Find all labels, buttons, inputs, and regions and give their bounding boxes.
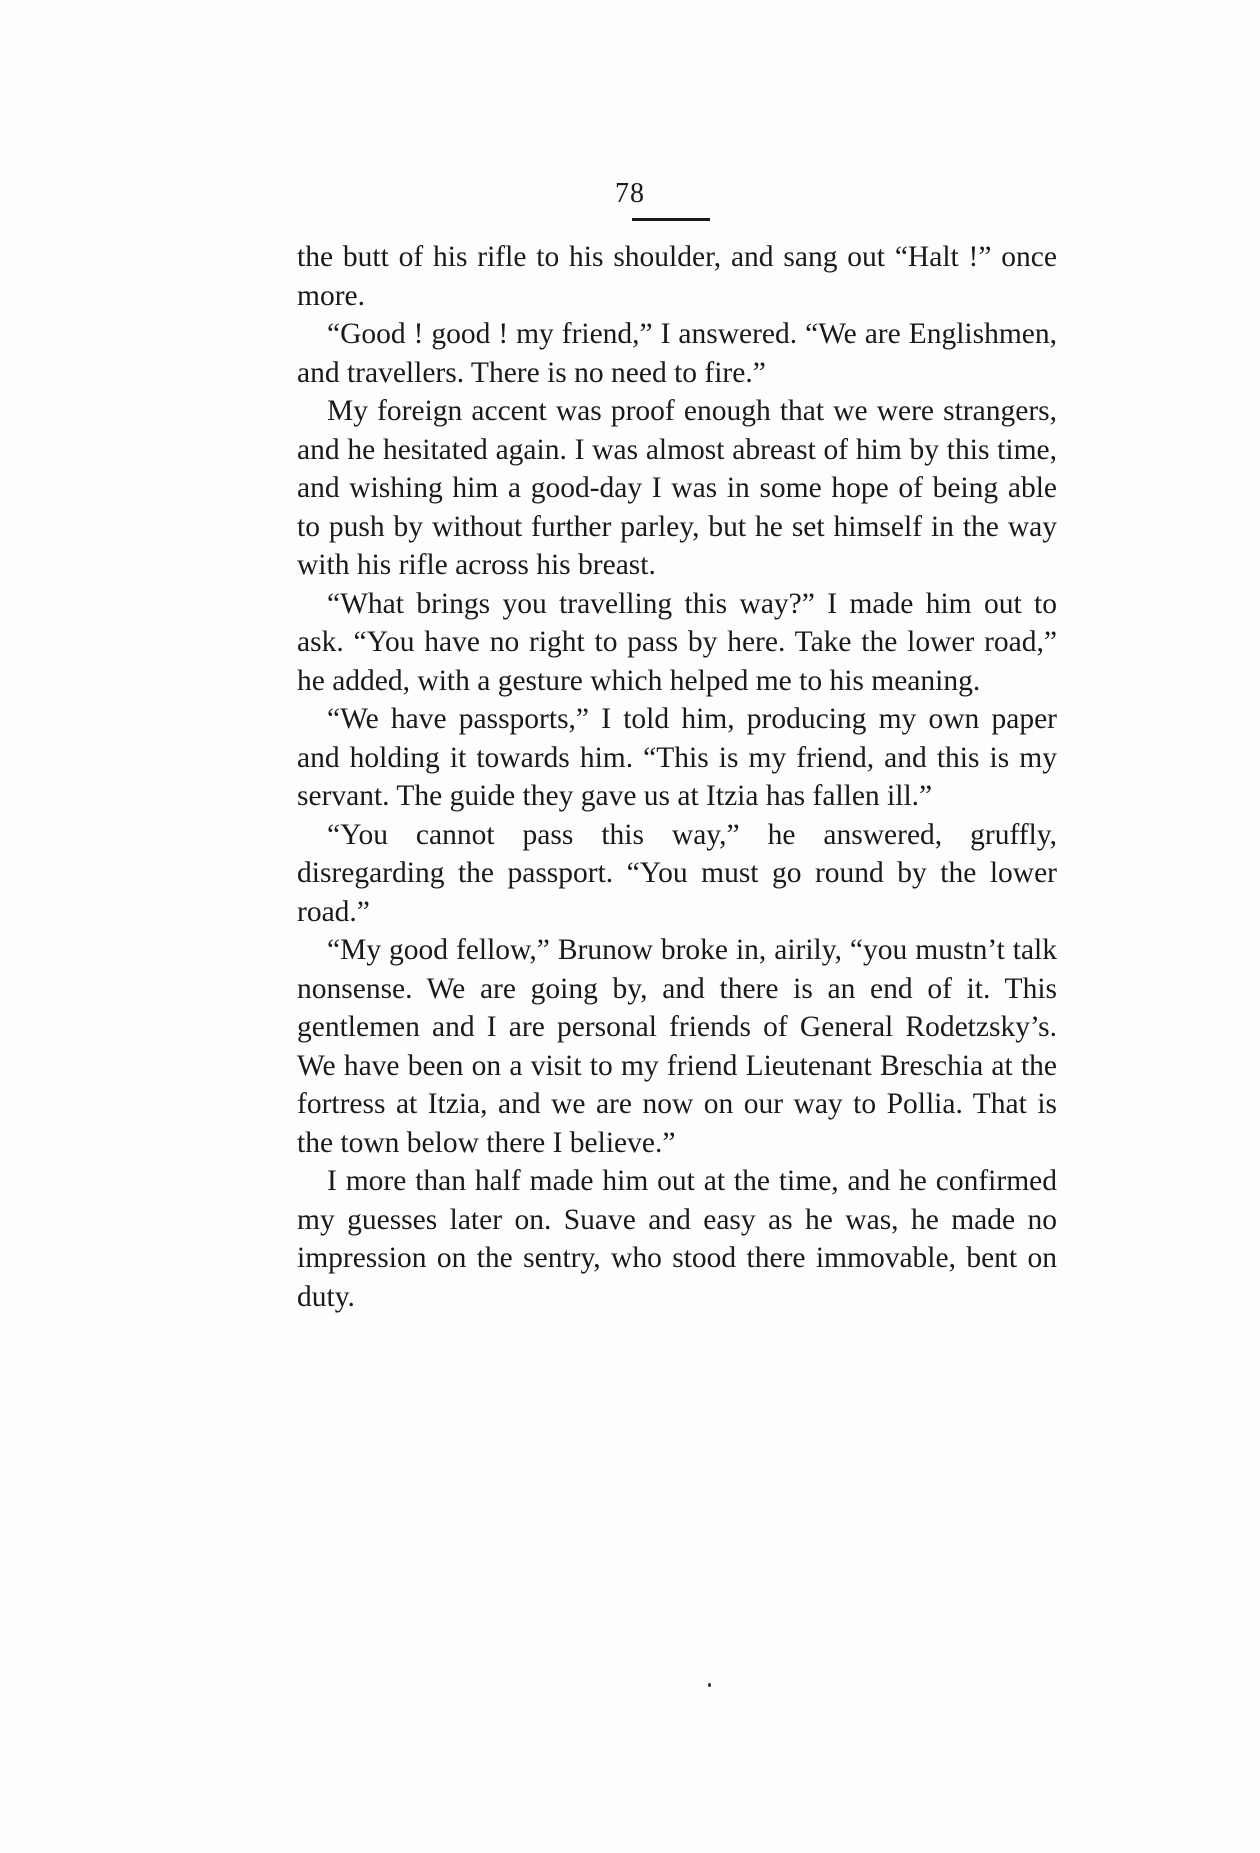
paragraph: I more than half made him out at the time, and he confirmed my guesses later on. Suave and easy as he was, he made no impression on the sentry, who stood there immovable, bent on duty. bbox=[297, 1165, 1057, 1313]
paragraph: “Good ! good ! my friend,” I answered. “We are Englishmen, and travellers. There is no need to fire.” bbox=[297, 318, 1057, 389]
paragraph: “My good fellow,” Brunow broke in, airily, “you mustn’t talk nonsense. We are going by, and there is an end of it. This gentlemen and I are personal friends of General Rodetzsky’s. We have been on a visit to my friend Lieutenant Breschia at the fortress at Itzia, and we are now on our way to Pollia. That is the town below there I believe.” bbox=[297, 934, 1057, 1159]
header-rule bbox=[632, 218, 710, 221]
print-speck bbox=[708, 1683, 711, 1687]
body-text bbox=[297, 238, 1057, 1316]
page-number: 78 bbox=[615, 178, 645, 209]
paragraph: “We have passports,” I told him, producing my own paper and holding it towards him. “This is my friend, and this is my servant. The guide they gave us at Itzia has fallen ill.” bbox=[297, 703, 1057, 812]
paragraph: “What brings you travelling this way?” I made him out to ask. “You have no right to pass by here. Take the lower road,” he added, with a gesture which helped me to his meaning. bbox=[297, 587, 1057, 697]
paragraph-continued: the butt of his rifle to his shoulder, and sang out “Halt !” once more. bbox=[297, 241, 1057, 312]
paragraph: My foreign accent was proof enough that we were strangers, and he hesitated again. I was almost abreast of him by this time, and wishing him a good-day I was in some hope of being able to push by without further parley, but he set himself in the way with his rifle across his breast. bbox=[297, 395, 1057, 581]
paragraph: “You cannot pass this way,” he answered, gruffly, disregarding the passport. “You must go round by the lower road.” bbox=[297, 818, 1057, 928]
